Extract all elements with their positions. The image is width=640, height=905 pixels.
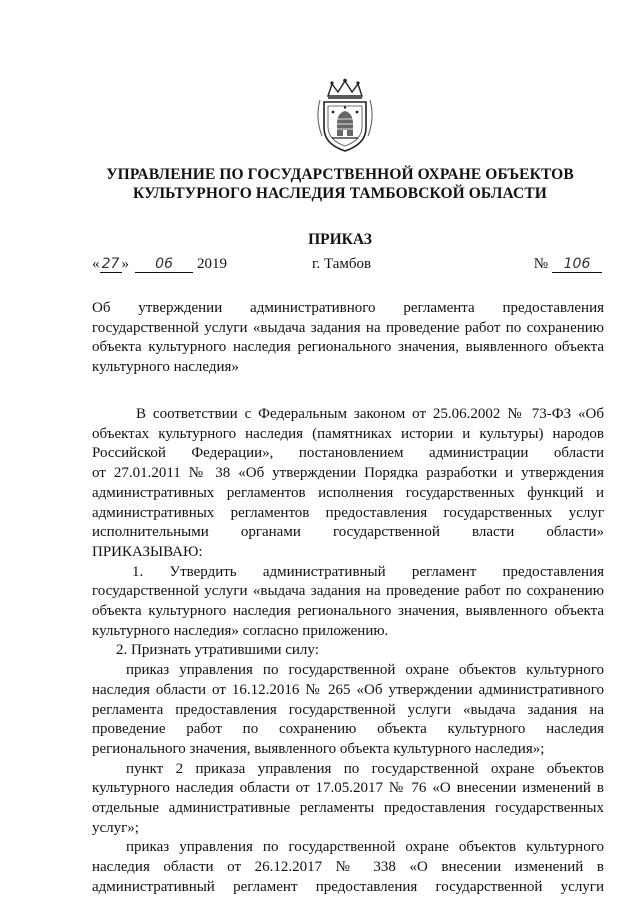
body-line: государственной услуги «выдача задания на проведение работ по сохранению	[92, 583, 604, 600]
document-date	[92, 256, 227, 273]
document-body	[92, 405, 604, 898]
body-line: приказ управления по государственной охране объектов культурного	[126, 839, 604, 856]
body-line: пункт 2 приказа управления по государственной охране объектов	[126, 760, 604, 777]
body-line: административный регламент предоставления государственной услуги	[92, 878, 604, 895]
organization-name-line-1: УПРАВЛЕНИЕ ПО ГОСУДАРСТВЕННОЙ ОХРАНЕ ОБЪЕКТОВ	[106, 166, 574, 183]
subject-line: Об утверждении административного регламента предоставления	[92, 300, 604, 316]
body-line: объекта культурного наследия регионального значения, выявленного объекта	[92, 603, 604, 620]
number-sign: №	[533, 256, 548, 272]
date-quote-open: «	[92, 256, 100, 272]
body-line: от 27.01.2011 № 38 «Об утверждении Порядка разработки и утверждения	[92, 465, 604, 482]
date-day: 27	[100, 256, 122, 273]
body-line: исполнительными органами государственной власти области»	[92, 524, 604, 541]
body-line: В соответствии с Федеральным законом от 25.06.2002 № 73-ФЗ «Об	[136, 406, 604, 422]
body-line: регламента предоставления государственной услуги «выдача задания на	[92, 701, 604, 718]
date-year: 2019	[197, 256, 227, 272]
document-subject	[92, 299, 604, 377]
body-line: культурного наследия» согласно приложению.	[92, 622, 389, 639]
body-line: отдельные административные регламенты предоставления государственных	[92, 800, 604, 817]
subject-line: государственной услуги «выдача задания на проведение работ по сохранению	[92, 319, 604, 336]
body-line: регионального значения, выявленного объекта культурного наследия»;	[92, 740, 545, 757]
body-line: культурного наследия области от 17.05.2017 № 76 «О внесении изменений в	[92, 780, 604, 797]
document-city: г. Тамбов	[312, 256, 372, 272]
date-quote-close: »	[121, 256, 129, 272]
date-month: 06	[135, 256, 193, 273]
body-line: ПРИКАЗЫВАЮ:	[92, 543, 203, 560]
subject-line: культурного наследия»	[92, 358, 239, 375]
body-line: приказ управления по государственной охране объектов культурного	[126, 662, 604, 679]
body-line: административных регламентов исполнения государственных функций и	[92, 484, 604, 501]
organization-name-line-2: КУЛЬТУРНОГО НАСЛЕДИЯ ТАМБОВСКОЙ ОБЛАСТИ	[133, 185, 547, 202]
body-line: наследия области от 16.12.2016 № 265 «Об утверждении административного	[92, 681, 604, 698]
document-title: ПРИКАЗ	[308, 231, 372, 248]
body-line: проведение работ по сохранению объекта культурного наследия	[92, 721, 604, 738]
subject-line: объекта культурного наследия регионального значения, выявленного объекта	[92, 339, 604, 355]
document-number	[534, 256, 602, 273]
body-line: 1. Утвердить административный регламент предоставления	[132, 563, 604, 580]
body-line: услуг»;	[92, 819, 139, 836]
date-line	[92, 256, 602, 280]
body-line: наследия области от 26.12.2017 № 338 «О внесении изменений в	[92, 859, 604, 876]
number-value: 106	[552, 256, 602, 273]
body-line: административных регламентов предоставления государственных услуг	[92, 504, 604, 521]
body-line: Российской Федерации», постановлением администрации области	[92, 445, 604, 462]
body-line: объектах культурного наследия (памятниках истории и культуры) народов	[92, 425, 604, 442]
body-line: 2. Признать утратившими силу:	[116, 642, 319, 659]
tambov-coat-of-arms-icon	[310, 78, 380, 154]
